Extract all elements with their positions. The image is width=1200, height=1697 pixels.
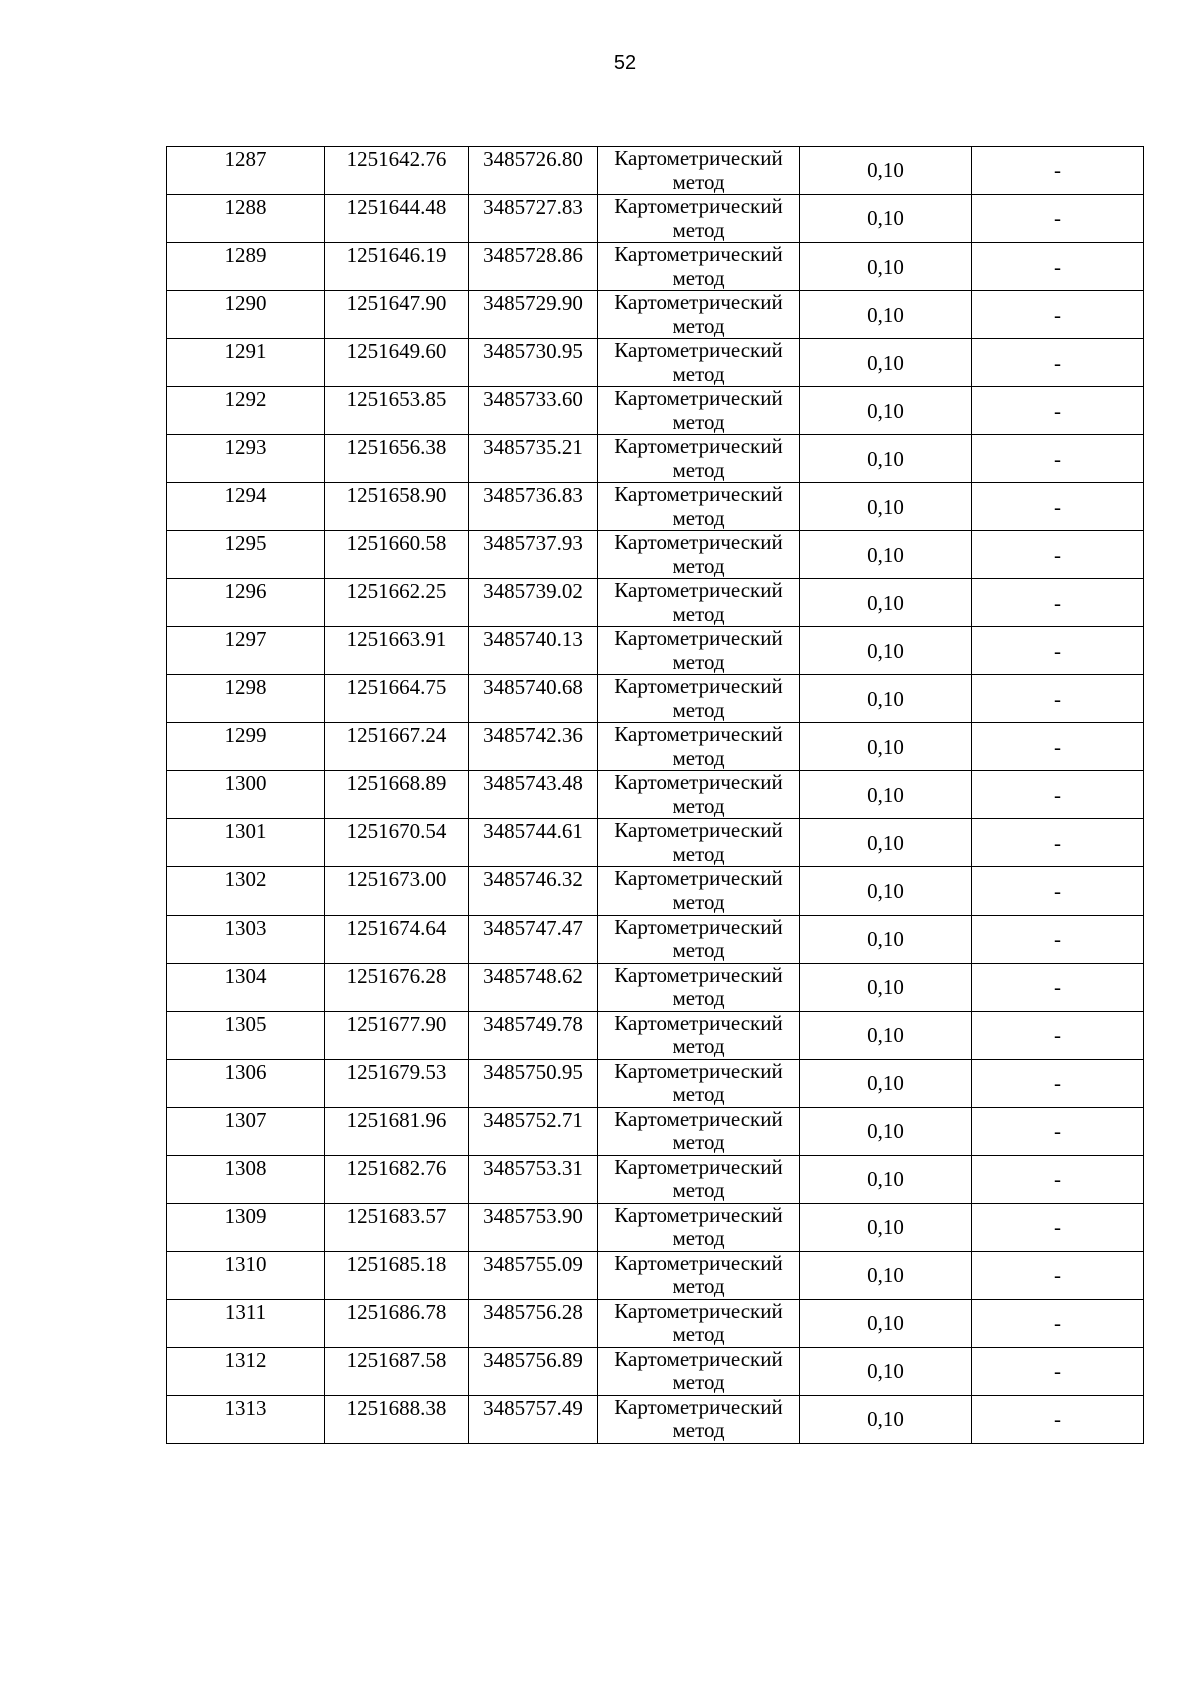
point-number-cell: 1311: [167, 1299, 325, 1347]
page-number: 52: [613, 52, 637, 74]
y-coordinate-cell: 3485733.60: [469, 387, 598, 435]
accuracy-cell: 0,10: [800, 195, 972, 243]
point-number-cell: 1294: [167, 483, 325, 531]
method-cell: [598, 867, 800, 915]
point-number-cell: 1295: [167, 531, 325, 579]
accuracy-cell: 0,10: [800, 867, 972, 915]
method-cell: [598, 1107, 800, 1155]
method-line-2: метод: [672, 409, 725, 434]
method-line-1: Картометрический: [614, 963, 783, 987]
table-row: [167, 771, 1144, 819]
method-line-2: метод: [672, 986, 725, 1011]
accuracy-cell: 0,10: [800, 1251, 972, 1299]
accuracy-cell: 0,10: [800, 1347, 972, 1395]
method-cell: [598, 627, 800, 675]
method-line-1: Картометрический: [614, 1155, 783, 1179]
x-coordinate-cell: 1251683.57: [325, 1203, 469, 1251]
accuracy-cell: 0,10: [800, 243, 972, 291]
y-coordinate-cell: 3485740.13: [469, 627, 598, 675]
note-cell: -: [972, 291, 1144, 339]
point-number-cell: 1308: [167, 1155, 325, 1203]
x-coordinate-cell: 1251682.76: [325, 1155, 469, 1203]
method-line-2: метод: [672, 553, 725, 578]
table-row: [167, 963, 1144, 1011]
x-coordinate-cell: 1251642.76: [325, 147, 469, 195]
method-line-1: Картометрический: [614, 1395, 783, 1419]
table-row: [167, 1107, 1144, 1155]
method-line-1: Картометрический: [614, 194, 783, 219]
note-cell: -: [972, 435, 1144, 483]
note-cell: -: [972, 579, 1144, 627]
method-cell: [598, 1059, 800, 1107]
accuracy-cell: 0,10: [800, 291, 972, 339]
method-line-2: метод: [672, 1322, 725, 1347]
y-coordinate-cell: 3485736.83: [469, 483, 598, 531]
note-cell: -: [972, 1155, 1144, 1203]
method-line-1: Картометрический: [614, 818, 783, 843]
table-row: [167, 147, 1144, 195]
y-coordinate-cell: 3485727.83: [469, 195, 598, 243]
table-body: [167, 147, 1144, 1444]
table-row: [167, 675, 1144, 723]
method-line-2: метод: [672, 169, 725, 194]
y-coordinate-cell: 3485753.31: [469, 1155, 598, 1203]
method-line-2: метод: [672, 601, 725, 626]
point-number-cell: 1291: [167, 339, 325, 387]
method-cell: [598, 291, 800, 339]
note-cell: -: [972, 195, 1144, 243]
accuracy-cell: 0,10: [800, 1395, 972, 1443]
method-line-1: Картометрический: [614, 1299, 783, 1323]
note-cell: -: [972, 675, 1144, 723]
method-line-1: Картометрический: [614, 1011, 783, 1035]
y-coordinate-cell: 3485755.09: [469, 1251, 598, 1299]
accuracy-cell: 0,10: [800, 1203, 972, 1251]
method-line-2: метод: [672, 889, 725, 914]
method-line-2: метод: [672, 361, 725, 386]
accuracy-cell: 0,10: [800, 771, 972, 819]
method-line-1: Картометрический: [614, 1347, 783, 1371]
method-line-2: метод: [672, 505, 725, 530]
method-line-1: Картометрический: [614, 434, 783, 459]
x-coordinate-cell: 1251681.96: [325, 1107, 469, 1155]
method-cell: [598, 963, 800, 1011]
method-cell: [598, 1251, 800, 1299]
method-line-1: Картометрический: [614, 146, 783, 170]
method-line-2: метод: [672, 1178, 725, 1203]
point-number-cell: 1306: [167, 1059, 325, 1107]
method-cell: [598, 147, 800, 195]
x-coordinate-cell: 1251653.85: [325, 387, 469, 435]
table-row: [167, 1203, 1144, 1251]
point-number-cell: 1290: [167, 291, 325, 339]
method-cell: [598, 195, 800, 243]
accuracy-cell: 0,10: [800, 819, 972, 867]
method-line-2: метод: [672, 649, 725, 674]
x-coordinate-cell: 1251649.60: [325, 339, 469, 387]
x-coordinate-cell: 1251647.90: [325, 291, 469, 339]
method-line-2: метод: [672, 1370, 725, 1395]
method-cell: [598, 579, 800, 627]
table-row: [167, 1011, 1144, 1059]
method-cell: [598, 339, 800, 387]
method-line-2: метод: [672, 313, 725, 338]
table-row: [167, 1299, 1144, 1347]
accuracy-cell: 0,10: [800, 915, 972, 963]
x-coordinate-cell: 1251688.38: [325, 1395, 469, 1443]
method-line-1: Картометрический: [614, 674, 783, 699]
method-line-2: метод: [672, 1130, 725, 1155]
y-coordinate-cell: 3485753.90: [469, 1203, 598, 1251]
x-coordinate-cell: 1251674.64: [325, 915, 469, 963]
y-coordinate-cell: 3485739.02: [469, 579, 598, 627]
method-line-1: Картометрический: [614, 1059, 783, 1083]
y-coordinate-cell: 3485749.78: [469, 1011, 598, 1059]
method-cell: [598, 243, 800, 291]
method-cell: [598, 771, 800, 819]
accuracy-cell: 0,10: [800, 723, 972, 771]
method-line-2: метод: [672, 265, 725, 290]
method-line-2: метод: [672, 1034, 725, 1059]
point-number-cell: 1293: [167, 435, 325, 483]
y-coordinate-cell: 3485737.93: [469, 531, 598, 579]
accuracy-cell: 0,10: [800, 1059, 972, 1107]
method-cell: [598, 1011, 800, 1059]
point-number-cell: 1304: [167, 963, 325, 1011]
method-line-1: Картометрический: [614, 290, 783, 315]
method-line-1: Картометрический: [614, 770, 783, 795]
y-coordinate-cell: 3485752.71: [469, 1107, 598, 1155]
x-coordinate-cell: 1251673.00: [325, 867, 469, 915]
accuracy-cell: 0,10: [800, 579, 972, 627]
x-coordinate-cell: 1251679.53: [325, 1059, 469, 1107]
point-number-cell: 1287: [167, 147, 325, 195]
note-cell: -: [972, 867, 1144, 915]
note-cell: -: [972, 339, 1144, 387]
table-row: [167, 1059, 1144, 1107]
method-line-1: Картометрический: [614, 386, 783, 411]
point-number-cell: 1288: [167, 195, 325, 243]
point-number-cell: 1296: [167, 579, 325, 627]
point-number-cell: 1312: [167, 1347, 325, 1395]
note-cell: -: [972, 483, 1144, 531]
method-line-2: метод: [672, 1418, 725, 1443]
note-cell: -: [972, 1299, 1144, 1347]
point-number-cell: 1307: [167, 1107, 325, 1155]
method-cell: [598, 1155, 800, 1203]
note-cell: -: [972, 723, 1144, 771]
x-coordinate-cell: 1251646.19: [325, 243, 469, 291]
table-row: [167, 339, 1144, 387]
method-cell: [598, 435, 800, 483]
note-cell: -: [972, 387, 1144, 435]
note-cell: -: [972, 531, 1144, 579]
method-line-2: метод: [672, 1082, 725, 1107]
y-coordinate-cell: 3485730.95: [469, 339, 598, 387]
y-coordinate-cell: 3485756.28: [469, 1299, 598, 1347]
note-cell: -: [972, 771, 1144, 819]
point-number-cell: 1298: [167, 675, 325, 723]
note-cell: -: [972, 915, 1144, 963]
method-line-1: Картометрический: [614, 866, 783, 891]
accuracy-cell: 0,10: [800, 147, 972, 195]
method-cell: [598, 915, 800, 963]
accuracy-cell: 0,10: [800, 483, 972, 531]
table-row: [167, 1347, 1144, 1395]
table-row: [167, 915, 1144, 963]
y-coordinate-cell: 3485756.89: [469, 1347, 598, 1395]
point-number-cell: 1309: [167, 1203, 325, 1251]
x-coordinate-cell: 1251656.38: [325, 435, 469, 483]
method-line-2: метод: [672, 793, 725, 818]
accuracy-cell: 0,10: [800, 627, 972, 675]
note-cell: -: [972, 1347, 1144, 1395]
y-coordinate-cell: 3485726.80: [469, 147, 598, 195]
y-coordinate-cell: 3485744.61: [469, 819, 598, 867]
table-row: [167, 531, 1144, 579]
table-row: [167, 243, 1144, 291]
accuracy-cell: 0,10: [800, 435, 972, 483]
method-line-1: Картометрический: [614, 722, 783, 747]
table-row: [167, 1251, 1144, 1299]
method-line-1: Картометрический: [614, 1251, 783, 1275]
y-coordinate-cell: 3485743.48: [469, 771, 598, 819]
x-coordinate-cell: 1251663.91: [325, 627, 469, 675]
x-coordinate-cell: 1251668.89: [325, 771, 469, 819]
table-row: [167, 387, 1144, 435]
note-cell: -: [972, 1395, 1144, 1443]
method-line-2: метод: [672, 841, 725, 866]
note-cell: -: [972, 147, 1144, 195]
point-number-cell: 1299: [167, 723, 325, 771]
note-cell: -: [972, 1059, 1144, 1107]
y-coordinate-cell: 3485742.36: [469, 723, 598, 771]
method-line-2: метод: [672, 1226, 725, 1251]
method-line-1: Картометрический: [614, 482, 783, 507]
x-coordinate-cell: 1251670.54: [325, 819, 469, 867]
note-cell: -: [972, 243, 1144, 291]
accuracy-cell: 0,10: [800, 1107, 972, 1155]
note-cell: -: [972, 819, 1144, 867]
accuracy-cell: 0,10: [800, 675, 972, 723]
accuracy-cell: 0,10: [800, 1011, 972, 1059]
point-number-cell: 1289: [167, 243, 325, 291]
point-number-cell: 1297: [167, 627, 325, 675]
note-cell: -: [972, 1011, 1144, 1059]
method-line-1: Картометрический: [614, 1203, 783, 1227]
point-number-cell: 1292: [167, 387, 325, 435]
method-cell: [598, 483, 800, 531]
method-line-1: Картометрический: [614, 578, 783, 603]
method-cell: [598, 723, 800, 771]
method-cell: [598, 1395, 800, 1443]
table-row: [167, 1155, 1144, 1203]
method-line-2: метод: [672, 457, 725, 482]
accuracy-cell: 0,10: [800, 531, 972, 579]
method-line-2: метод: [672, 745, 725, 770]
method-line-2: метод: [672, 1274, 725, 1299]
note-cell: -: [972, 1251, 1144, 1299]
accuracy-cell: 0,10: [800, 963, 972, 1011]
table-row: [167, 195, 1144, 243]
point-number-cell: 1305: [167, 1011, 325, 1059]
method-cell: [598, 531, 800, 579]
method-cell: [598, 1299, 800, 1347]
method-line-1: Картометрический: [614, 242, 783, 267]
table-row: [167, 819, 1144, 867]
point-number-cell: 1301: [167, 819, 325, 867]
x-coordinate-cell: 1251658.90: [325, 483, 469, 531]
method-cell: [598, 675, 800, 723]
x-coordinate-cell: 1251685.18: [325, 1251, 469, 1299]
table-row: [167, 723, 1144, 771]
table-row: [167, 291, 1144, 339]
y-coordinate-cell: 3485728.86: [469, 243, 598, 291]
table-row: [167, 867, 1144, 915]
accuracy-cell: 0,10: [800, 1299, 972, 1347]
point-number-cell: 1302: [167, 867, 325, 915]
y-coordinate-cell: 3485740.68: [469, 675, 598, 723]
table-row: [167, 1395, 1144, 1443]
x-coordinate-cell: 1251667.24: [325, 723, 469, 771]
y-coordinate-cell: 3485748.62: [469, 963, 598, 1011]
method-line-1: Картометрический: [614, 915, 783, 939]
y-coordinate-cell: 3485729.90: [469, 291, 598, 339]
x-coordinate-cell: 1251677.90: [325, 1011, 469, 1059]
table-row: [167, 627, 1144, 675]
method-line-1: Картометрический: [614, 530, 783, 555]
point-number-cell: 1300: [167, 771, 325, 819]
table-row: [167, 483, 1144, 531]
y-coordinate-cell: 3485747.47: [469, 915, 598, 963]
method-line-1: Картометрический: [614, 626, 783, 651]
point-number-cell: 1313: [167, 1395, 325, 1443]
method-line-1: Картометрический: [614, 338, 783, 363]
x-coordinate-cell: 1251664.75: [325, 675, 469, 723]
y-coordinate-cell: 3485757.49: [469, 1395, 598, 1443]
accuracy-cell: 0,10: [800, 387, 972, 435]
method-cell: [598, 819, 800, 867]
method-line-2: метод: [672, 938, 725, 963]
table-row: [167, 579, 1144, 627]
x-coordinate-cell: 1251676.28: [325, 963, 469, 1011]
method-line-2: метод: [672, 217, 725, 242]
x-coordinate-cell: 1251686.78: [325, 1299, 469, 1347]
point-number-cell: 1310: [167, 1251, 325, 1299]
x-coordinate-cell: 1251662.25: [325, 579, 469, 627]
note-cell: -: [972, 627, 1144, 675]
note-cell: -: [972, 1107, 1144, 1155]
method-line-2: метод: [672, 697, 725, 722]
method-cell: [598, 1203, 800, 1251]
note-cell: -: [972, 1203, 1144, 1251]
x-coordinate-cell: 1251644.48: [325, 195, 469, 243]
note-cell: -: [972, 963, 1144, 1011]
method-cell: [598, 1347, 800, 1395]
x-coordinate-cell: 1251687.58: [325, 1347, 469, 1395]
y-coordinate-cell: 3485735.21: [469, 435, 598, 483]
x-coordinate-cell: 1251660.58: [325, 531, 469, 579]
table-row: [167, 435, 1144, 483]
y-coordinate-cell: 3485746.32: [469, 867, 598, 915]
accuracy-cell: 0,10: [800, 1155, 972, 1203]
method-line-1: Картометрический: [614, 1107, 783, 1131]
accuracy-cell: 0,10: [800, 339, 972, 387]
point-number-cell: 1303: [167, 915, 325, 963]
method-cell: [598, 387, 800, 435]
y-coordinate-cell: 3485750.95: [469, 1059, 598, 1107]
coordinates-table: [166, 146, 1144, 1444]
